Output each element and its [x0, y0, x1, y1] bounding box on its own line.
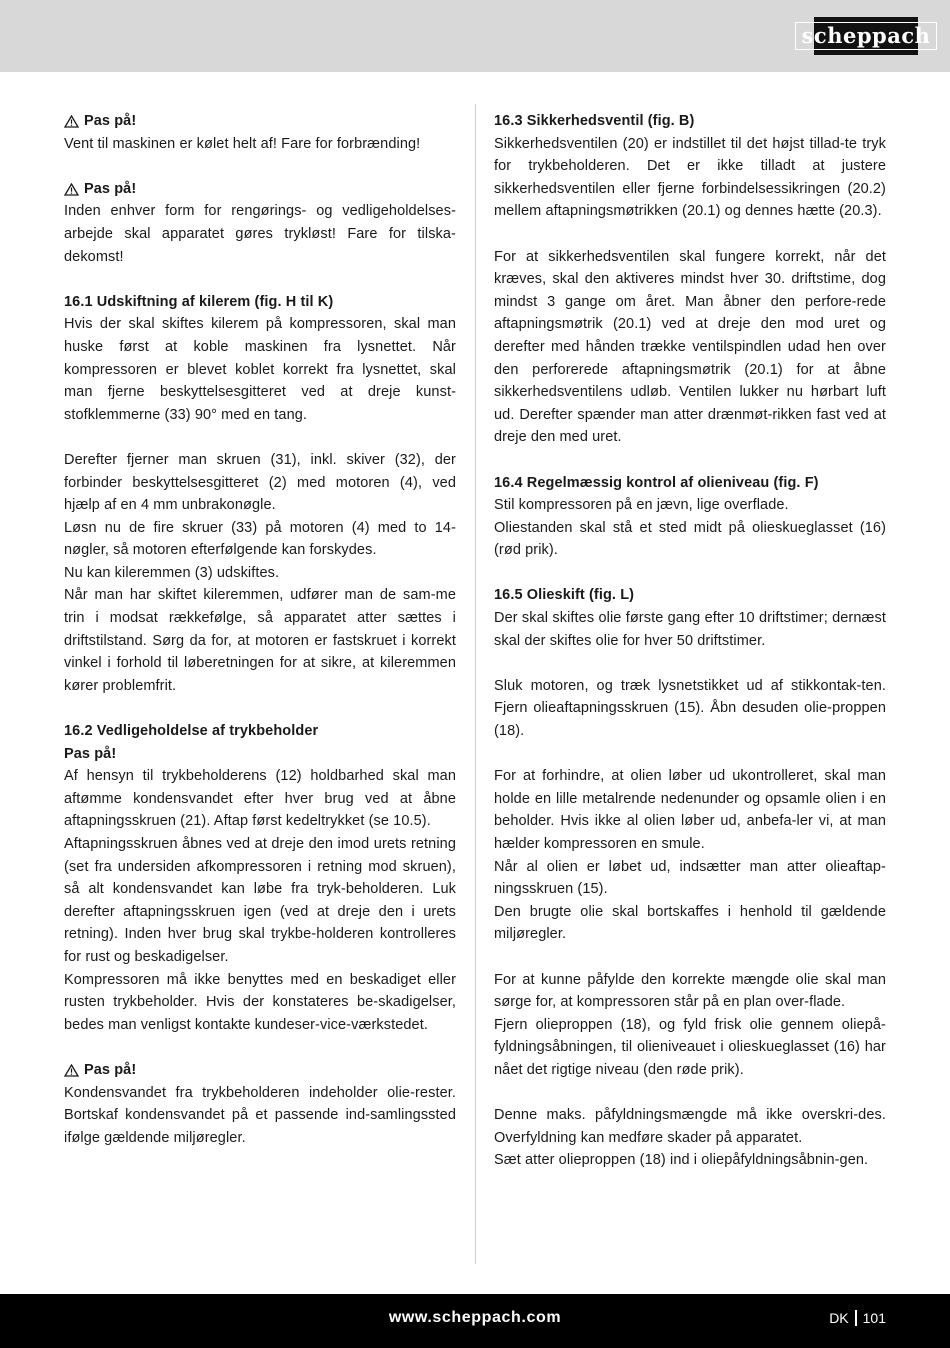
- section-heading: 16.1 Udskiftning af kilerem (fig. H til K): [64, 293, 334, 310]
- page-header: [0, 0, 950, 72]
- paragraph: Løsn nu de fire skruer (33) på motoren (4) med to 14-nøgler, så motoren efterfølgende kan forskydes.: [64, 519, 456, 559]
- paragraph: Stil kompressoren på en jævn, lige overflade.: [494, 497, 789, 514]
- paragraph: Når al olien er løbet ud, indsætter man atter olieaftap-ningsskruen (15).: [494, 858, 886, 898]
- paragraph: For at kunne påfylde den korrekte mængde olie skal man sørge for, at kompressoren står på en plan over-flade.: [494, 971, 886, 1011]
- paragraph: For at forhindre, at olien løber ud ukontrolleret, skal man holde en lille metalrende nedenunder og opsamle olien i en beholder. Hvis ikke al olien løber ud, anbefa-ler vi, at man hælder kompressoren en smule.: [494, 768, 886, 852]
- section-heading: 16.4 Regelmæssig kontrol af olieniveau (fig. F): [494, 474, 819, 491]
- language-code: DK: [829, 1310, 849, 1326]
- website-link[interactable]: www.scheppach.com: [388, 1309, 562, 1326]
- paragraph: Vent til maskinen er kølet helt af! Fare for forbrænding!: [64, 135, 421, 152]
- column-divider: [475, 104, 476, 1264]
- paragraph: Aftapningsskruen åbnes ved at dreje den imod urets retning (set fra undersiden afkompressoren i retning mod skruen), så alt kondensvandet kan løbe fra tryk-beholderen. Luk derefter aftapningsskruen igen (ved at dreje den i urets retning). Inden hver brug skal trykbe-holderen kontrolleres for rust og beskadigelser.: [64, 836, 456, 965]
- warning-title: Pas på!: [84, 113, 137, 129]
- right-column: [494, 110, 886, 1172]
- paragraph: Denne maks. påfyldningsmængde må ikke overskri-des. Overfyldning kan medføre skader på apparatet.: [494, 1107, 886, 1146]
- paragraph: Sikkerhedsventilen (20) er indstillet til det højst tillad-te tryk for trykbeholderen. Det er ikke tilladt at justere sikkerhedsventilen eller fjerne forbindelsessikringen (20.2) mellem aftapningsmøtrikken (20.1) og dennes hætte (20.3).: [494, 135, 886, 220]
- paragraph: Den brugte olie skal bortskaffes i henhold til gældende miljøregler.: [494, 903, 886, 943]
- paragraph: For at sikkerhedsventilen skal fungere korrekt, når det kræves, skal den aktiveres mindst hver 30. driftstime, dog mindst 3 gange om året. Man åbner den perfore-rede aftapningsmøtrik (20.1) ved at dreje den mod uret og derefter med hånden trække ventilspindlen udad hen over den perforerede aftapningsmøtrik (20.1) for at åbne sikkerhedsventilens udløb. Ventilen lukker nu hørbart luft ud. Derefter spænder man atter drænmøt-rikken fast ved at dreje den med uret.: [494, 248, 886, 446]
- paragraph: Hvis der skal skiftes kilerem på kompressoren, skal man huske først at koble maskinen fra lysnettet. Når kompressoren er blevet koblet korrekt fra lysnettet, skal man fjerne beskyttelsesgitteret ved at dreje kunst-stofklemmerne (33) 90° med en tang.: [64, 316, 456, 423]
- section-heading: 16.5 Olieskift (fig. L): [494, 587, 635, 604]
- section-heading: 16.3 Sikkerhedsventil (fig. B): [494, 113, 695, 129]
- warning-title: Pas på!: [64, 745, 117, 762]
- separator-bar: [855, 1310, 857, 1326]
- left-column: [64, 110, 456, 1149]
- brand-logo: [801, 17, 931, 55]
- paragraph: Kondensvandet fra trykbeholderen indeholder olie-rester. Bortskaf kondensvandet på et passende ind-samlingssted ifølge gældende miljøregler.: [64, 1084, 456, 1146]
- paragraph: Inden enhver form for rengørings- og vedligeholdelses-arbejde skal apparatet gøres trykløst! Fare for tilska-dekomst!: [64, 203, 456, 265]
- warning-title: Pas på!: [84, 180, 137, 197]
- paragraph: Sluk motoren, og træk lysnetstikket ud af stikkontak-ten. Fjern olieaftapningsskruen (15). Åbn desuden olie-proppen (18).: [494, 677, 886, 740]
- paragraph: Derefter fjerner man skruen (31), inkl. skiver (32), der forbinder beskyttelsesgitteret (2) med motoren (4), ved hjælp af en 4 mm unbrakonøgle.: [64, 451, 456, 514]
- warning-triangle-icon: [64, 1064, 79, 1077]
- warning-triangle-icon: [64, 183, 79, 196]
- paragraph: Af hensyn til trykbeholderens (12) holdbarhed skal man aftømme kondensvandet efter hver brug ved at åbne aftapningsskruen (21). Aftap først kedeltrykket (se 10.5).: [64, 768, 456, 830]
- paragraph: Oliestanden skal stå et sted midt på olieskueglasset (16) (rød prik).: [494, 519, 886, 559]
- paragraph: Der skal skiftes olie første gang efter 10 driftstimer; dernæst skal der skiftes olie for hver 50 driftstimer.: [494, 610, 886, 649]
- warning-heading: [64, 178, 456, 201]
- page-number: [829, 1310, 886, 1326]
- logo-text: scheppach: [795, 22, 938, 50]
- warning-heading: [64, 110, 456, 133]
- section-heading: 16.2 Vedligeholdelse af trykbeholder: [64, 723, 319, 740]
- paragraph: Når man har skiftet kileremmen, udfører man de sam-me trin i modsat rækkefølge, så apparatet atter sættes i driftstilstand. Sørg da for, at motoren er fastskruet i korrekt vinkel i forhold til løberetningen for at sikre, at kileremmen kører problemfrit.: [64, 587, 456, 694]
- warning-title: Pas på!: [84, 1061, 137, 1078]
- paragraph: Sæt atter olieproppen (18) ind i oliepåfyldningsåbnin-gen.: [494, 1152, 869, 1169]
- paragraph: Fjern olieproppen (18), og fyld frisk olie gennem oliepå-fyldningsåbningen, til olieniveauet i olieskueglasset (16) har nået det rigtige niveau (den røde prik).: [494, 1016, 886, 1078]
- warning-triangle-icon: [64, 115, 79, 128]
- page-number-value: 101: [862, 1310, 886, 1326]
- paragraph: Kompressoren må ikke benyttes med en beskadiget eller rusten trykbeholder. Hvis der konstateres be-skadigelser, bedes man venligst kontakte kundeser-vice-værkstedet.: [64, 971, 456, 1033]
- page-footer: [0, 1294, 950, 1348]
- warning-heading: [64, 1059, 456, 1082]
- paragraph: Nu kan kileremmen (3) udskiftes.: [64, 564, 280, 581]
